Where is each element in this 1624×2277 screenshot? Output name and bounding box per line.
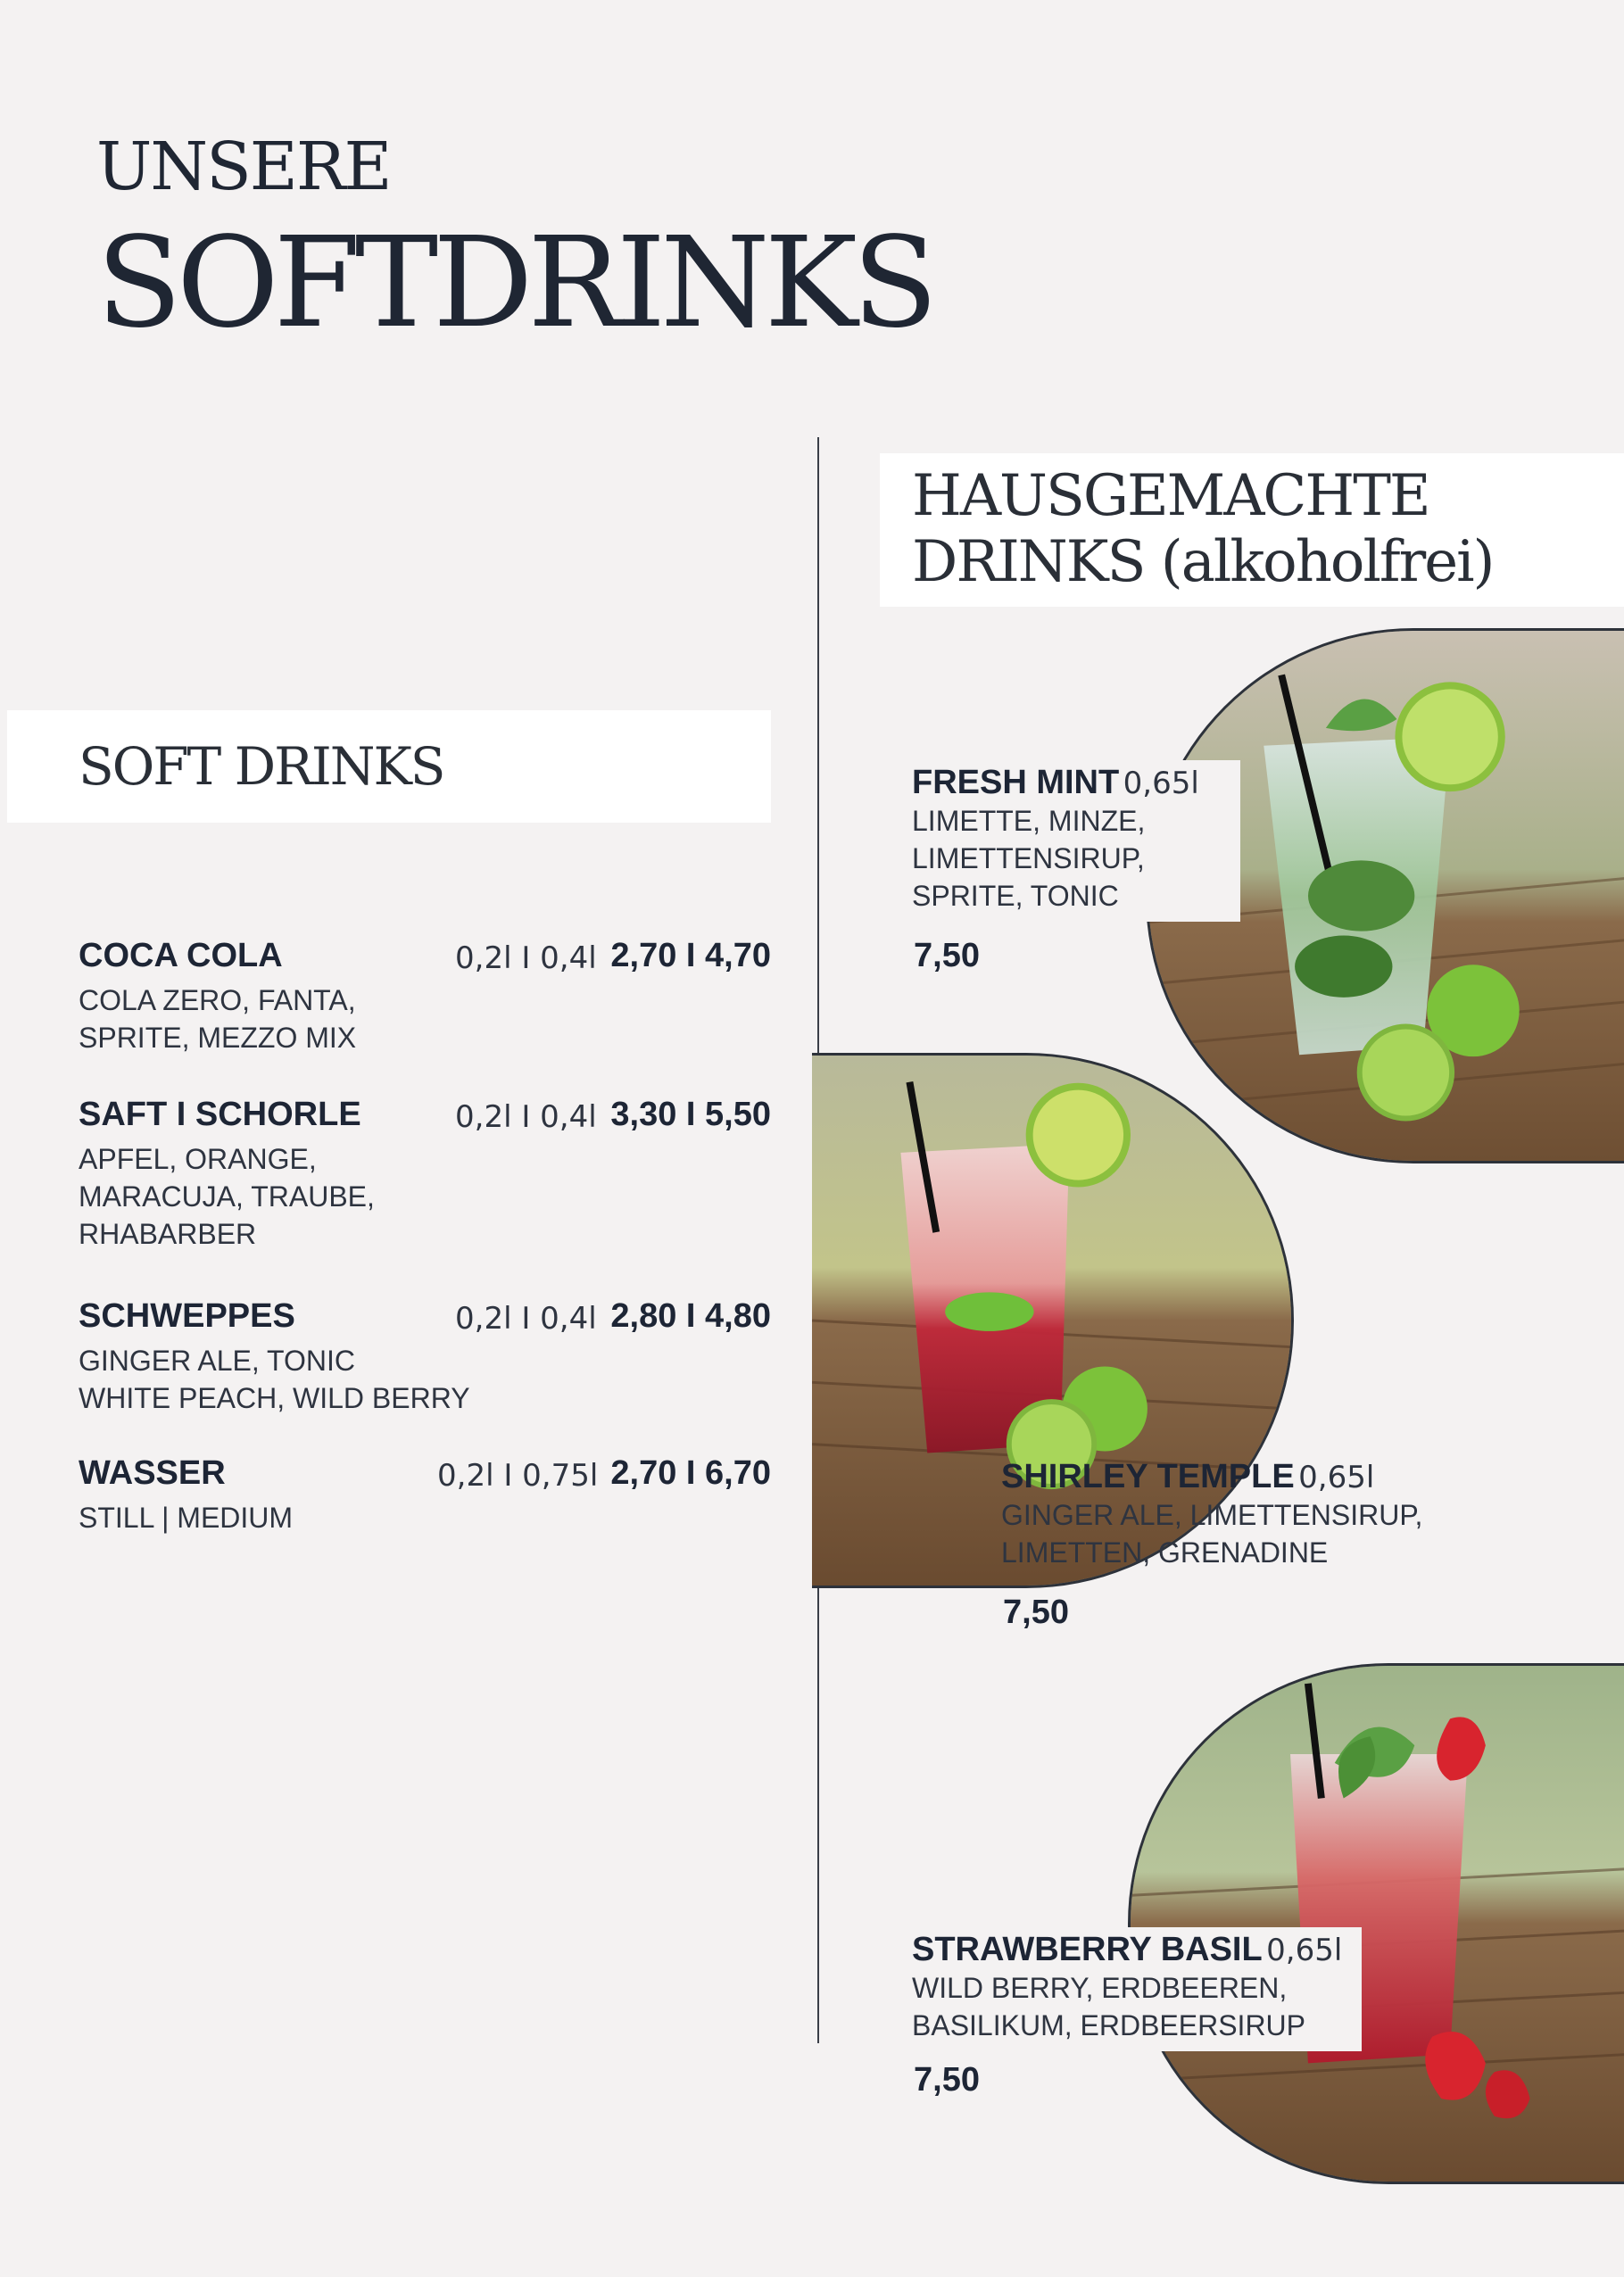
fresh-mint-price: 7,50 xyxy=(914,937,980,974)
drink-name: SAFT I SCHORLE xyxy=(79,1096,361,1133)
house-drink-description: GINGER ALE, LIMETTENSIRUP, LIMETTEN, GRENADINE xyxy=(1001,1499,1423,1569)
drink-name: COCA COLA xyxy=(79,937,283,974)
house-title-line2: DRINKS (alkoholfrei) xyxy=(912,528,1494,595)
drink-size: 0,2l I 0,4l xyxy=(455,940,597,976)
fresh-mint-card xyxy=(901,760,1240,922)
drink-name: WASSER xyxy=(79,1454,226,1492)
drink-saft-schorle xyxy=(79,1096,783,1253)
drink-description: COLA ZERO, FANTA, SPRITE, MEZZO MIX xyxy=(79,984,357,1054)
soft-drinks-section-title: SOFT DRINKS xyxy=(79,736,444,797)
drink-price: 2,80 I 4,80 xyxy=(610,1297,771,1335)
strawberry-basil-photo xyxy=(1128,1663,1624,2184)
drink-description: GINGER ALE, TONIC WHITE PEACH, WILD BERRY xyxy=(79,1345,470,1414)
house-drink-description: LIMETTE, MINZE, LIMETTENSIRUP, SPRITE, TONIC xyxy=(912,805,1146,912)
drink-description: STILL | MEDIUM xyxy=(79,1502,294,1534)
drink-size: 0,2l I 0,4l xyxy=(455,1301,597,1337)
house-drinks-section-title xyxy=(912,464,1494,595)
house-drink-name: SHIRLEY TEMPLE xyxy=(1001,1458,1295,1495)
house-drink-name: FRESH MINT xyxy=(912,764,1120,801)
strawberry-basil-price: 7,50 xyxy=(914,2061,980,2099)
drink-coca-cola xyxy=(79,937,783,1056)
house-drink-description: WILD BERRY, ERDBEEREN, BASILIKUM, ERDBEERSIRUP xyxy=(912,1972,1305,2041)
shirley-temple-price: 7,50 xyxy=(1003,1594,1069,1631)
house-drink-size: 0,65l xyxy=(1123,766,1199,801)
drink-size: 0,2l I 0,4l xyxy=(455,1099,597,1135)
house-title-line1: HAUSGEMACHTE xyxy=(912,463,1429,529)
drink-schweppes xyxy=(79,1297,783,1417)
heading-softdrinks: SOFTDRINKS xyxy=(96,211,933,356)
strawberry-basil-card xyxy=(901,1927,1362,2051)
drink-price: 2,70 I 6,70 xyxy=(610,1454,771,1492)
drink-price: 3,30 I 5,50 xyxy=(610,1096,771,1133)
house-drink-name: STRAWBERRY BASIL xyxy=(912,1931,1263,1968)
drink-description: APFEL, ORANGE, MARACUJA, TRAUBE, RHABARBER xyxy=(79,1143,375,1250)
heading-unsere: UNSERE xyxy=(96,128,391,205)
drink-size: 0,2l I 0,75l xyxy=(437,1458,599,1494)
drink-wasser xyxy=(79,1454,783,1536)
house-drink-size: 0,65l xyxy=(1298,1460,1375,1495)
shirley-temple-card xyxy=(990,1454,1472,1578)
drink-name: SCHWEPPES xyxy=(79,1297,295,1335)
house-drink-size: 0,65l xyxy=(1266,1933,1343,1968)
drink-price: 2,70 I 4,70 xyxy=(610,937,771,974)
